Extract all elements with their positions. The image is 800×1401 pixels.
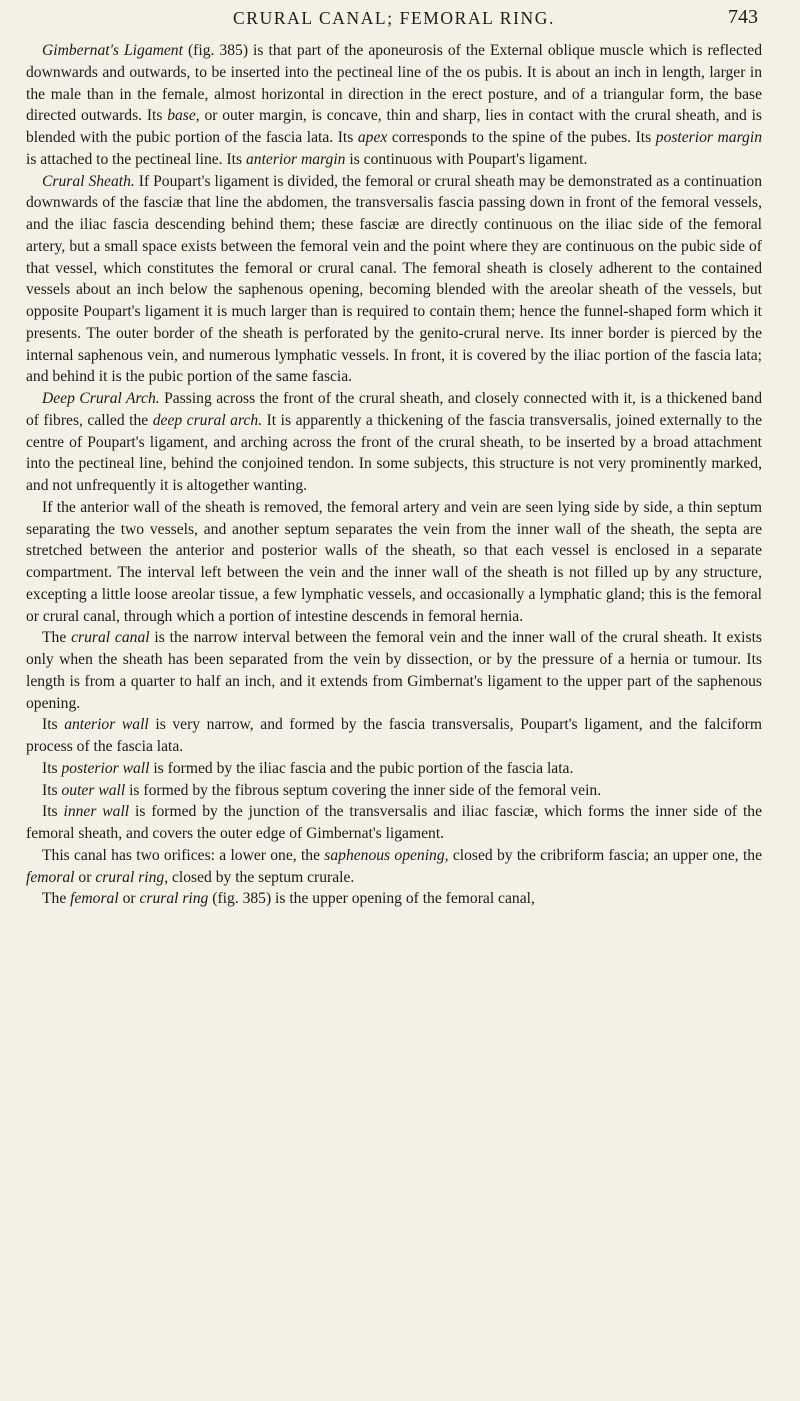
italic-term: anterior margin (245, 150, 346, 168)
italic-term: Crural Sheath. (42, 172, 135, 190)
text-run: This canal has two orifices: a lower one, the (42, 846, 325, 864)
italic-term: Gimbernat's Ligament (42, 42, 183, 59)
text-run: closed by the cribriform fascia; an upper one, the (448, 846, 762, 864)
paragraph (26, 801, 762, 845)
text-run: is attached to the pectineal line. Its (26, 150, 246, 168)
text-run: The (42, 629, 72, 647)
text-run: Passing across the front of the crural sheath, and closely connected with it, is a thickened band of fibres, called the (26, 390, 762, 429)
paragraph (26, 497, 762, 628)
text-run: is formed by the junction of the transversalis and iliac fasciæ, which forms the inner side of the femoral sheath, and covers the outer edge of Gimbernat's ligament. (26, 803, 763, 842)
italic-term: outer wall (61, 781, 126, 799)
text-run: (fig. 385) is the upper opening of the femoral canal, (208, 890, 535, 908)
page-header (26, 0, 762, 40)
text-run: is the narrow interval between the femoral vein and the inner wall of the crural sheath. It exists only when the sheath has been separated from the vein by dissection, or by the pressure of a hernia or tumour. Its length is from a quarter to half an inch, and it extends from Gimbernat's ligament to the upper part of the saphenous opening. (26, 629, 762, 712)
text-run: or (118, 890, 140, 908)
text-run: The (42, 890, 71, 908)
italic-term: posterior margin (655, 129, 762, 146)
text-run: It is apparently a thickening of the fascia transversalis, joined externally to the centre of Poupart's ligament, and arching across the front of the crural sheath, to be inserted by a broad attachment into the pectineal line, behind the conjoined tendon. In some subjects, this structure is not very prominently marked, and not unfrequently it is altogether wanting. (26, 411, 763, 494)
italic-term: inner wall (63, 803, 130, 821)
text-run: Its (42, 781, 62, 799)
paragraph (26, 888, 762, 910)
running-head: CRURAL CANAL; FEMORAL RING. (233, 8, 555, 28)
italic-term: posterior wall (61, 759, 150, 777)
italic-term: crural ring, (95, 868, 169, 886)
italic-term: apex (357, 129, 388, 146)
italic-term: anterior wall (64, 716, 149, 734)
italic-term: femoral (26, 868, 75, 886)
italic-term: deep crural arch. (152, 411, 263, 429)
italic-term: base, (167, 107, 200, 125)
text-run: closed by the septum crurale. (168, 868, 355, 886)
paragraph (26, 780, 762, 802)
text-run: is very narrow, and formed by the fascia transversalis, Poupart's ligament, and the falciform process of the fascia lata. (26, 716, 762, 755)
paragraph (26, 171, 762, 389)
text-run: Its (42, 803, 64, 821)
text-run: is formed by the iliac fascia and the pubic portion of the fascia lata. (149, 759, 574, 777)
paragraph (26, 758, 762, 780)
italic-term: crural canal (71, 629, 150, 647)
text-run: (fig. 385) is that part of the aponeurosis of the External oblique muscle which is reflected downwards and outwards, to be inserted into the pectineal line of the os pubis. It is about an inch in length, larger in the male than in the female, almost horizontal in direction in the erect posture, and of a triangular form, the base directed outwards. Its (26, 42, 763, 125)
page-number: 743 (728, 6, 758, 28)
paragraph (26, 40, 762, 171)
body-text (26, 40, 762, 910)
text-run: If Poupart's ligament is divided, the femoral or crural sheath may be demonstrated as a continuation downwards of the fasciæ that line the abdomen, the transversalis fascia passing down in front of the femoral vessels, and the iliac fascia descending behind them; these fasciæ are directly continuous on the iliac side of the femoral artery, but a small space exists between the femoral vein and the point where they are continuous on the pubic side of that vessel, which constitutes the femoral or crural canal. The femoral sheath is closely adherent to the contained vessels about an inch below the saphenous opening, becoming blended with the areolar sheath of the vessels, but opposite Poupart's ligament it is much larger than is required to contain them; hence the funnel-shaped form which it presents. The outer border of the sheath is perforated by the genito-crural nerve. Its inner border is pierced by the internal saphenous vein, and numerous lymphatic vessels. In front, it is covered by the iliac portion of the fascia lata; and behind it is the pubic portion of the same fascia. (26, 172, 762, 386)
italic-term: crural ring (139, 890, 209, 908)
text-run: Its (42, 716, 65, 734)
paragraph (26, 388, 762, 497)
text-run: corresponds to the spine of the pubes. Its (387, 129, 656, 146)
paragraph (26, 845, 762, 889)
text-run: is formed by the fibrous septum covering the inner side of the femoral vein. (125, 781, 602, 799)
text-run: is continuous with Poupart's ligament. (345, 150, 588, 168)
italic-term: femoral (70, 890, 119, 908)
italic-term: saphenous opening, (324, 846, 449, 864)
paragraph (26, 714, 762, 758)
paragraph (26, 627, 762, 714)
text-run: or outer margin, is concave, thin and sharp, lies in contact with the crural sheath, and is blended with the pubic portion of the fascia lata. Its (26, 107, 762, 146)
text-run: or (74, 868, 96, 886)
text-run: If the anterior wall of the sheath is removed, the femoral artery and vein are seen lying side by side, a thin septum separating the two vessels, and another septum separates the vein from the inner wall of the sheath, the septa are stretched between the anterior and posterior walls of the sheath, so that each vessel is enclosed in a separate compartment. The interval left between the vein and the inner wall of the sheath is not filled up by any structure, excepting a little loose areolar tissue, a few lymphatic vessels, and occasionally a lymphatic gland; this is the femoral or crural canal, through which a portion of intestine descends in femoral hernia. (26, 498, 762, 625)
text-run: Its (42, 759, 62, 777)
italic-term: Deep Crural Arch. (42, 390, 160, 407)
